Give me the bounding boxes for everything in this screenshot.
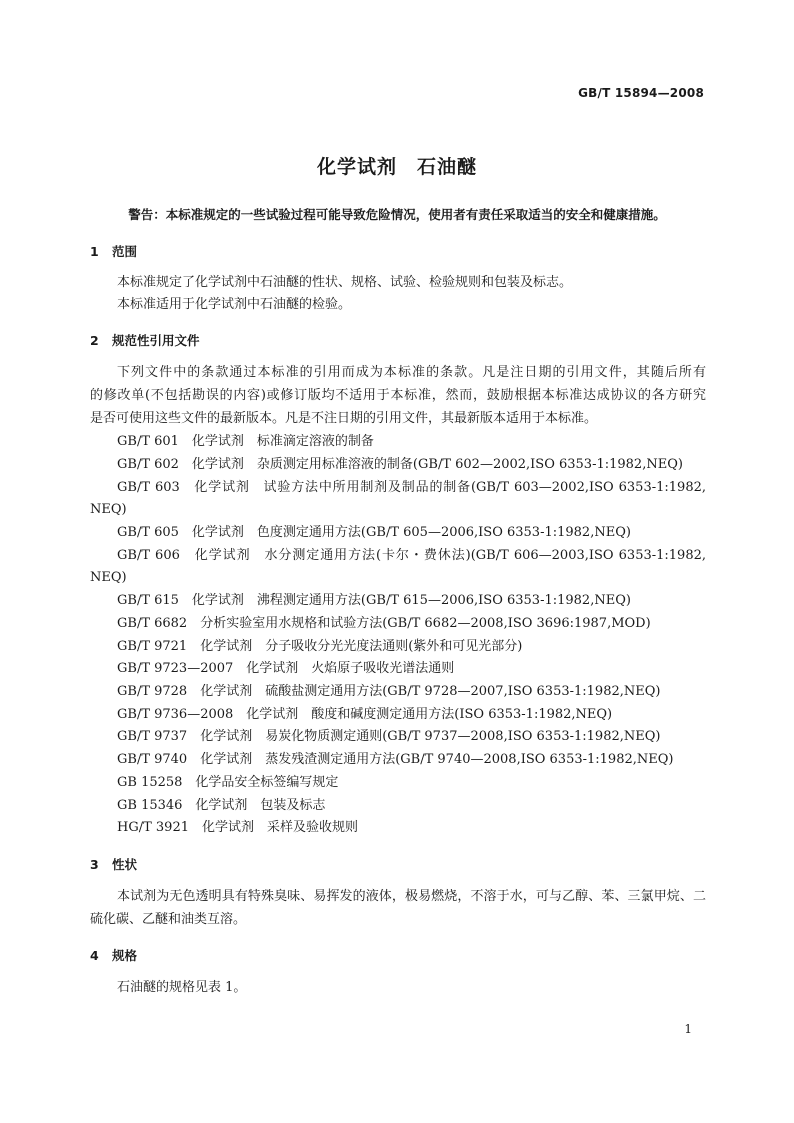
reference-item-continuation: NEQ) xyxy=(90,570,127,585)
paragraph-line: 是否可使用这些文件的最新版本。凡是不注日期的引用文件，其最新版本适用于本标准。 xyxy=(90,411,598,426)
reference-item: GB/T 601 化学试剂 标准滴定溶液的制备 xyxy=(117,434,374,449)
reference-item-continuation: NEQ) xyxy=(90,502,127,517)
section-1-heading xyxy=(90,242,137,260)
paragraph-line: 本试剂为无色透明具有特殊臭味、易挥发的液体，极易燃烧，不溶于水，可与乙醇、苯、三氯甲烷、二 xyxy=(117,889,706,904)
reference-item: GB/T 602 化学试剂 杂质测定用标准溶液的制备(GB/T 602—2002,ISO 6353-1:1982,NEQ) xyxy=(117,457,683,472)
document-title: 化学试剂 石油醚 xyxy=(316,156,477,178)
reference-item: GB/T 9740 化学试剂 蒸发残渣测定通用方法(GB/T 9740—2008,ISO 6353-1:1982,NEQ) xyxy=(117,752,674,767)
section-number: 4 xyxy=(90,948,99,963)
standard-code: GB/T 15894—2008 xyxy=(578,86,704,100)
section-3-heading xyxy=(90,855,137,873)
section-title: 性状 xyxy=(112,857,138,872)
section-2-heading xyxy=(90,331,200,349)
reference-item: GB/T 603 化学试剂 试验方法中所用制剂及制品的制备(GB/T 603—2002,ISO 6353-1:1982, xyxy=(117,480,706,495)
section-title: 规格 xyxy=(112,948,138,963)
section-title: 范围 xyxy=(112,244,138,259)
reference-item: GB/T 9737 化学试剂 易炭化物质测定通则(GB/T 9737—2008,ISO 6353-1:1982,NEQ) xyxy=(117,729,661,744)
paragraph-line: 石油醚的规格见表 1。 xyxy=(117,980,247,995)
reference-item: GB 15346 化学试剂 包装及标志 xyxy=(117,798,326,813)
section-number: 2 xyxy=(90,333,99,348)
reference-item: GB 15258 化学品安全标签编写规定 xyxy=(117,775,339,790)
safety-warning: 警告：本标准规定的一些试验过程可能导致危险情况，使用者有责任采取适当的安全和健康措施。 xyxy=(128,207,666,222)
reference-item: GB/T 9721 化学试剂 分子吸收分光光度法通则(紫外和可见光部分) xyxy=(117,639,523,654)
page-number: 1 xyxy=(684,1022,692,1036)
reference-item: GB/T 615 化学试剂 沸程测定通用方法(GB/T 615—2006,ISO 6353-1:1982,NEQ) xyxy=(117,593,631,608)
section-number: 1 xyxy=(90,244,99,259)
reference-item: GB/T 606 化学试剂 水分测定通用方法(卡尔・费休法)(GB/T 606—2003,ISO 6353-1:1982, xyxy=(117,548,706,563)
paragraph-line: 的修改单(不包括勘误的内容)或修订版均不适用于本标准，然而，鼓励根据本标准达成协议的各方研究 xyxy=(90,388,706,403)
section-title: 规范性引用文件 xyxy=(112,333,200,348)
section-4-heading xyxy=(90,946,137,964)
paragraph-line: 本标准适用于化学试剂中石油醚的检验。 xyxy=(117,297,352,312)
reference-item: GB/T 9736—2008 化学试剂 酸度和碱度测定通用方法(ISO 6353-1:1982,NEQ) xyxy=(117,707,613,722)
section-number: 3 xyxy=(90,857,99,872)
reference-item: GB/T 9728 化学试剂 硫酸盐测定通用方法(GB/T 9728—2007,ISO 6353-1:1982,NEQ) xyxy=(117,684,661,699)
reference-item: GB/T 6682 分析实验室用水规格和试验方法(GB/T 6682—2008,ISO 3696:1987,MOD) xyxy=(117,616,651,631)
reference-item: GB/T 605 化学试剂 色度测定通用方法(GB/T 605—2006,ISO 6353-1:1982,NEQ) xyxy=(117,525,631,540)
paragraph-line: 硫化碳、乙醚和油类互溶。 xyxy=(90,912,247,927)
paragraph-line: 下列文件中的条款通过本标准的引用而成为本标准的条款。凡是注日期的引用文件，其随后所有 xyxy=(117,365,706,380)
paragraph-line: 本标准规定了化学试剂中石油醚的性状、规格、试验、检验规则和包装及标志。 xyxy=(117,275,573,290)
reference-item: GB/T 9723—2007 化学试剂 火焰原子吸收光谱法通则 xyxy=(117,661,455,676)
reference-item: HG/T 3921 化学试剂 采样及验收规则 xyxy=(117,820,358,835)
